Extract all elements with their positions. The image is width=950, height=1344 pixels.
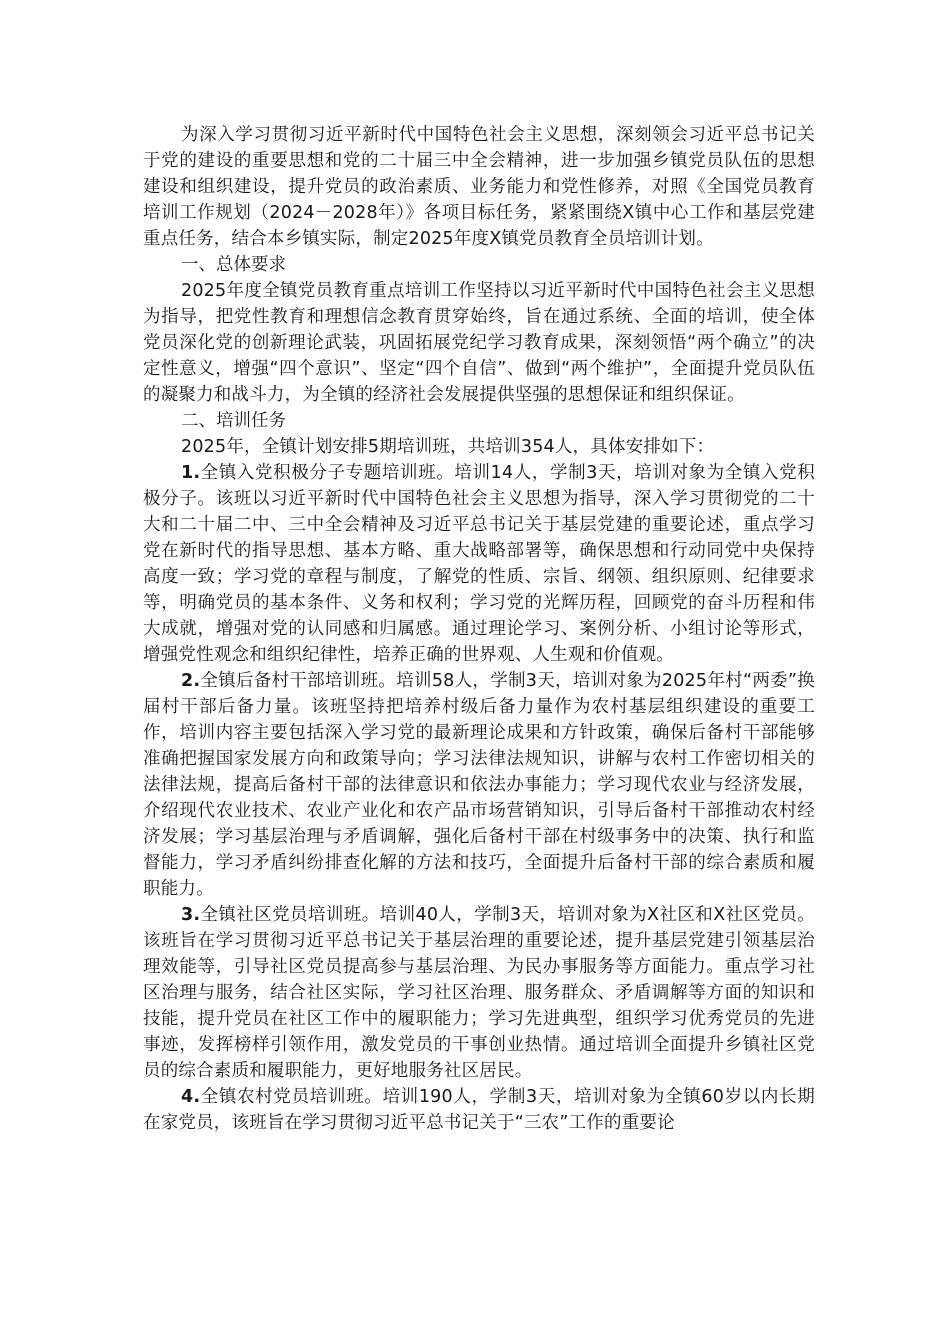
item-text: 全镇入党积极分子专题培训班。培训14人，学制3天，培训对象为全镇入党积极分子。该班以习近平新时代中国特色社会主义思想为指导，深入学习贯彻党的二十大和二十届二中、三中全会精神及习近平总书记关于基层党建的重要论述，重点学习党在新时代的指导思想、基本方略、重大战略部署等，确保思想和行动同党中央保持高度一致；学习党的章程与制度，了解党的性质、宗旨、纲领、组织原则、纪律要求等，明确党员的基本条件、义务和权利；学习党的光辉历程，回顾党的奋斗历程和伟大成就，增强对党的认同感和归属感。通过理论学习、案例分析、小组讨论等形式，增强党性观念和组织纪律性，培养正确的世界观、人生观和价值观。 (143, 463, 815, 665)
training-item-2 (143, 668, 815, 902)
training-item-4 (143, 1084, 815, 1136)
intro-paragraph: 为深入学习贯彻习近平新时代中国特色社会主义思想，深刻领会习近平总书记关于党的建设的重要思想和党的二十届三中全会精神，进一步加强乡镇党员队伍的思想建设和组织建设，提升党员的政治素质、业务能力和党性修养，对照《全国党员教育培训工作规划（2024－2028年）》各项目标任务，紧紧围绕X镇中心工作和基层党建重点任务，结合本乡镇实际，制定2025年度X镇党员教育全员培训计划。 (143, 125, 815, 249)
item-number: 2. (181, 671, 201, 691)
item-text: 全镇农村党员培训班。培训190人，学制3天，培训对象为全镇60岁以内长期在家党员，该班旨在学习贯彻习近平总书记关于“三农”工作的重要论 (143, 1087, 815, 1133)
general-requirements-paragraph: 2025年度全镇党员教育重点培训工作坚持以习近平新时代中国特色社会主义思想为指导，把党性教育和理想信念教育贯穿始终，旨在通过系统、全面的培训，使全体党员深化党的创新理论武装，巩固拓展党纪学习教育成果，深刻领悟“两个确立”的决定性意义，增强“四个意识”、坚定“四个自信”、做到“两个维护”，全面提升党员队伍的凝聚力和战斗力，为全镇的经济社会发展提供坚强的思想保证和组织保证。 (143, 281, 815, 405)
training-tasks-intro: 2025年，全镇计划安排5期培训班，共培训354人，具体安排如下： (181, 437, 715, 457)
item-text: 全镇社区党员培训班。培训40人，学制3天，培训对象为X社区和X社区党员。该班旨在学习贯彻习近平总书记关于基层治理的重要论述，提升基层党建引领基层治理效能等，引导社区党员提高参与基层治理、为民办事服务等方面能力。重点学习社区治理与服务，结合社区实际，学习社区治理、服务群众、矛盾调解等方面的知识和技能，提升党员在社区工作中的履职能力；学习先进典型，组织学习优秀党员的先进事迹，发挥榜样引领作用，激发党员的干事创业热情。通过培训全面提升乡镇社区党员的综合素质和履职能力，更好地服务社区居民。 (143, 905, 815, 1081)
training-item-1 (143, 460, 815, 668)
document-body (143, 122, 815, 1136)
training-item-3 (143, 902, 815, 1084)
item-number: 3. (181, 905, 201, 925)
item-number: 1. (181, 463, 201, 483)
section-heading-training-tasks: 二、培训任务 (181, 411, 286, 431)
item-number: 4. (181, 1087, 201, 1107)
section-heading-general-requirements: 一、总体要求 (181, 255, 286, 275)
item-text: 全镇后备村干部培训班。培训58人，学制3天，培训对象为2025年村“两委”换届村干部后备力量。该班坚持把培养村级后备力量作为农村基层组织建设的重要工作，培训内容主要包括深入学习党的最新理论成果和方针政策，确保后备村干部能够准确把握国家发展方向和政策导向；学习法律法规知识，讲解与农村工作密切相关的法律法规，提高后备村干部的法律意识和依法办事能力；学习现代农业与经济发展，介绍现代农业技术、农业产业化和农产品市场营销知识，引导后备村干部推动农村经济发展；学习基层治理与矛盾调解，强化后备村干部在村级事务中的决策、执行和监督能力，学习矛盾纠纷排查化解的方法和技巧，全面提升后备村干部的综合素质和履职能力。 (143, 671, 815, 899)
